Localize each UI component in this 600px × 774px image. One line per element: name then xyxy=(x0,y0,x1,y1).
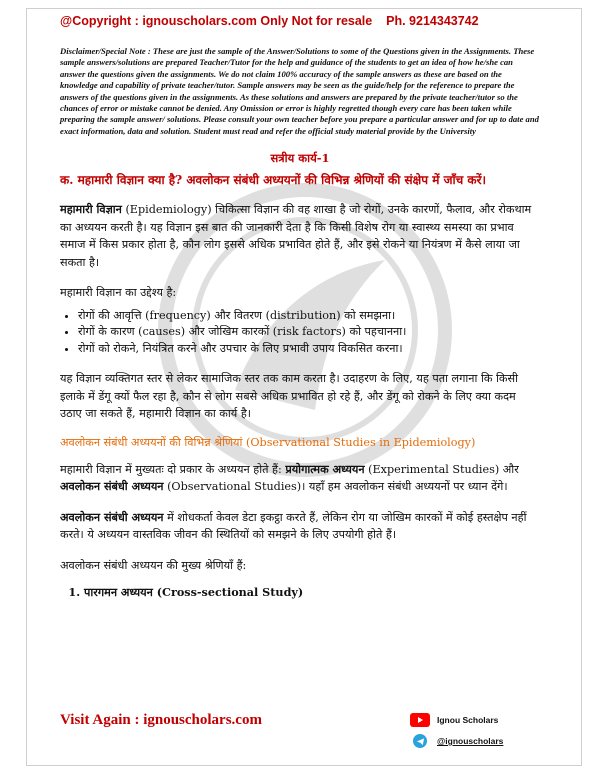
types-text-1: महामारी विज्ञान में मुख्यतः दो प्रकार के अध्ययन होते हैं: xyxy=(60,462,286,476)
assignment-title: सत्रीय कार्य-1 xyxy=(270,151,330,166)
categories-list xyxy=(60,584,540,601)
copyright-header xyxy=(60,14,540,28)
telegram-link[interactable] xyxy=(410,734,503,748)
objective-heading: महामारी विज्ञान का उद्देश्य है: xyxy=(60,286,177,300)
intro-text: (Epidemiology) चिकित्सा विज्ञान की वह शाखा है जो रोगों, उनके कारणों, फैलाव, और रोकथाम का अध्ययन करती है। यह विज्ञान इस बात की जानकारी देता है कि किसी विशेष रोग या स्वास्थ्य समस्या का प्रभाव समाज में किस प्रकार होता है, कौन लोग इससे अधिक प्रभावित होते हैं, और इसे रोकने या नियंत्रण में कैसे लाया जा सकता है। xyxy=(60,203,532,269)
youtube-label: Ignou Scholars xyxy=(437,715,499,725)
intro-term: महामारी विज्ञान xyxy=(60,202,122,217)
copyright-text: @Copyright : ignouscholars.com Only Not for resale xyxy=(60,14,373,28)
intro-paragraph xyxy=(60,201,540,271)
observational-paragraph xyxy=(60,509,540,544)
list-item: • रोगों को रोकने, नियंत्रित करने और उपचार के लिए प्रभावी उपाय विकसित करना। xyxy=(78,341,540,358)
types-paragraph xyxy=(60,461,540,496)
objectives-list xyxy=(60,308,540,358)
youtube-link[interactable] xyxy=(410,713,498,727)
list-item: • रोगों के कारण (causes) और जोखिम कारकों (risk factors) को पहचानना। xyxy=(78,324,540,341)
list-item: 1. पारगमन अध्ययन (Cross-sectional Study) xyxy=(84,584,540,601)
types-bold-1: प्रयोगात्मक अध्ययन xyxy=(285,461,365,476)
telegram-label: @ignouscholars xyxy=(437,736,504,746)
obs-text: में शोधकर्ता केवल डेटा इकट्ठा करते हैं, लेकिन रोग या जोखिम कारकों में कोई हस्तक्षेप नहीं करते। ये अध्ययन वास्तविक जीवन की स्थितियों को समझने के लिए उपयोगी होते हैं। xyxy=(60,510,527,542)
visit-footer[interactable]: Visit Again : ignouscholars.com xyxy=(60,712,262,728)
disclaimer: Disclaimer/Special Note : These are just the sample of the Answer/Solutions to some of the Questions given in the Assignments. These sample answers/solutions are prepared Teacher/Tutor for the help and guidance of the students to get an idea of how he/she can answer the questions given the assignments. We do not claim 100% accuracy of the sample answers as these are based on the knowledge and capability of private teacher/tutor. Sample answers may be seen as the guide/help for the reference to prepare the answers of the questions given in the assignments. As these solutions and answers are prepared by the private teacher/tutor so the chances of error or mistake cannot be denied. Any Omission or error is highly regretted though every care has been taken while preparing the sample answer/ solutions. Please consult your own teacher before you prepare a particular answer and for up to date and exact information, data and solution. Student must read and refer the official study material provide by the University xyxy=(60,46,539,136)
telegram-icon xyxy=(413,734,427,748)
obs-bold: अवलोकन संबंधी अध्ययन xyxy=(60,509,164,524)
phone-number: Ph. 9214343742 xyxy=(386,14,479,28)
types-text-2: (Experimental Studies) और xyxy=(364,462,519,476)
youtube-icon xyxy=(410,713,430,727)
scope-paragraph: यह विज्ञान व्यक्तिगत स्तर से लेकर सामाजिक स्तर तक काम करता है। उदाहरण के लिए, यह पता लगाना कि किसी इलाके में डेंगू क्यों फैल रहा है, कौन से लोग सबसे अधिक प्रभावित हो रहे हैं, और डेंगू को रोकने के लिए क्या कदम उठाए जा सकते हैं, महामारी विज्ञान का कार्य है। xyxy=(60,372,518,421)
categories-heading: अवलोकन संबंधी अध्ययन की मुख्य श्रेणियाँ हैं: xyxy=(60,558,247,572)
types-bold-2: अवलोकन संबंधी अध्ययन xyxy=(60,479,164,494)
page-content xyxy=(60,12,540,601)
types-text-3: (Observational Studies)। यहाँ हम अवलोकन संबंधी अध्ययनों पर ध्यान देंगे। xyxy=(163,480,508,494)
section-heading: अवलोकन संबंधी अध्ययनों की विभिन्न श्रेणियां (Observational Studies in Epidemiology) xyxy=(60,435,476,449)
list-item: • रोगों की आवृत्ति (frequency) और वितरण (distribution) को समझना। xyxy=(78,308,540,325)
question-heading: क. महामारी विज्ञान क्या है? अवलोकन संबंधी अध्ययनों की विभिन्न श्रेणियों की संक्षेप में जाँच करें। xyxy=(60,173,487,188)
